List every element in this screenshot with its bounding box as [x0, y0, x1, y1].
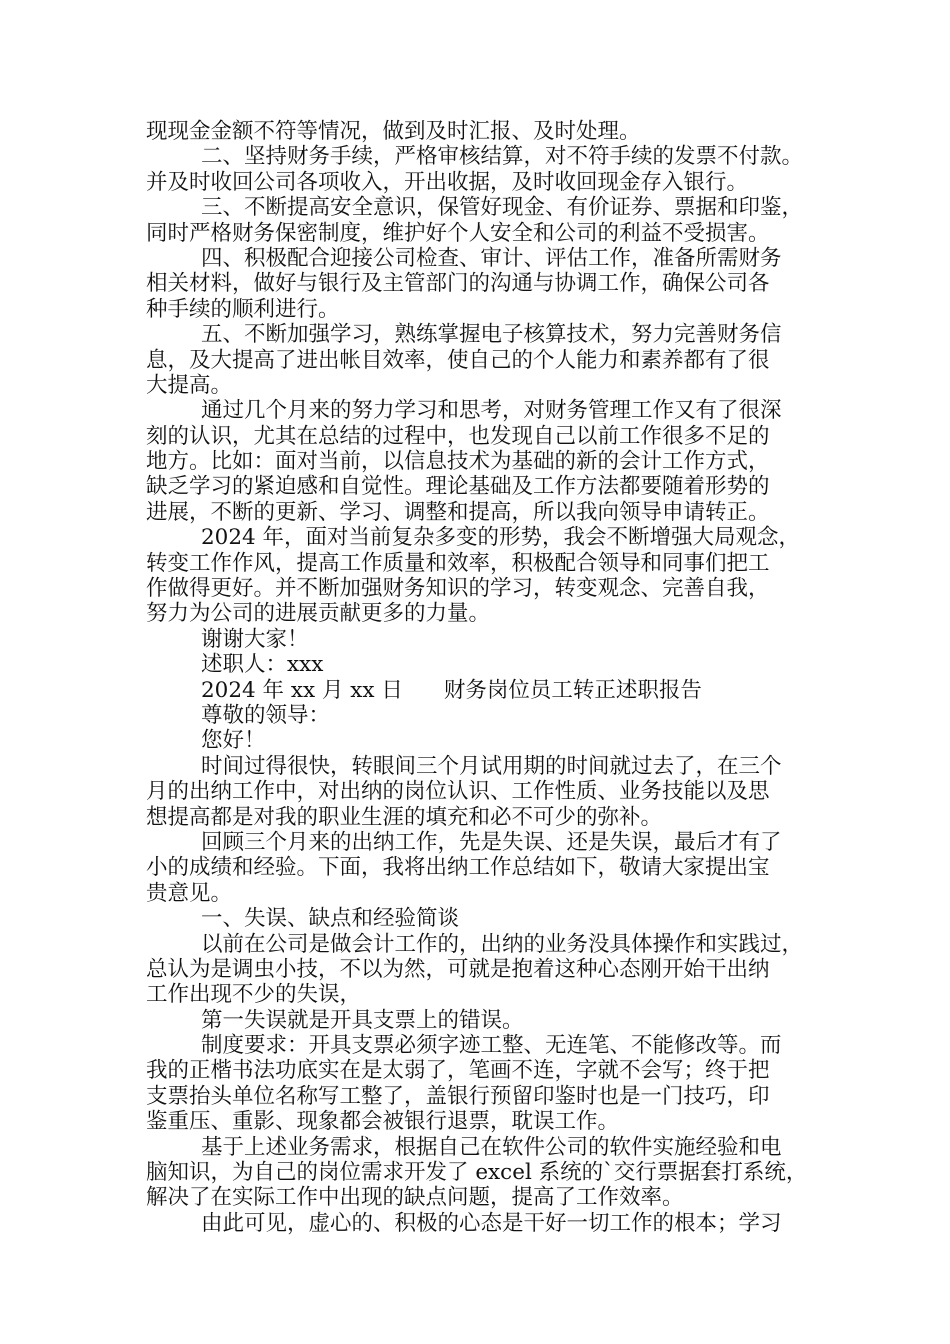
text-line: 努力为公司的进展贡献更多的力量。: [146, 601, 491, 627]
text-line: 种手续的顺利进行。: [146, 296, 340, 322]
text-line: 通过几个月来的努力学习和思考，对财务管理工作又有了很深: [201, 398, 782, 424]
text-line: 进展，不断的更新、学习、调整和提高，所以我向领导申请转正。: [146, 499, 770, 525]
text-line: 制度要求：开具支票必须字迹工整、无连笔、不能修改等。而: [201, 1033, 782, 1059]
text-line: 相关材料，做好与银行及主管部门的沟通与协调工作，确保公司各: [146, 271, 770, 297]
text-line: 鉴重压、重影、现象都会被银行退票，耽误工作。: [146, 1109, 620, 1135]
text-line: 二、坚持财务手续，严格审核结算，对不符手续的发票不付款。: [201, 144, 804, 170]
text-line: 回顾三个月来的出纳工作，先是失误、还是失误，最后才有了: [201, 829, 782, 855]
text-line: 地方。比如：面对当前，以信息技术为基础的新的会计工作方式，: [146, 449, 770, 475]
text-line: 月的出纳工作中，对出纳的岗位认识、工作性质、业务技能以及思: [146, 779, 770, 805]
text-line: 三、不断提高安全意识，保管好现金、有价证券、票据和印鉴，: [201, 195, 804, 221]
text-line: 以前在公司是做会计工作的，出纳的业务没具体操作和实践过，: [201, 931, 804, 957]
text-line: 支票抬头单位名称写工整了，盖银行预留印鉴时也是一门技巧，印: [146, 1083, 770, 1109]
text-line: 并及时收回公司各项收入，开出收据，及时收回现金存入银行。: [146, 169, 749, 195]
text-line: 时间过得很快，转眼间三个月试用期的时间就过去了，在三个: [201, 753, 782, 779]
text-line: 作做得更好。并不断加强财务知识的学习，转变观念、完善自我，: [146, 576, 770, 602]
text-line: 工作出现不少的失误，: [146, 982, 362, 1008]
text-line: 解决了在实际工作中出现的缺点问题，提高了工作效率。: [146, 1185, 684, 1211]
text-line: 2024 年 xx 月 xx 日 财务岗位员工转正述职报告: [201, 677, 702, 703]
text-line: 2024 年，面对当前复杂多变的形势，我会不断增强大局观念，: [201, 525, 801, 551]
text-line: 由此可见，虚心的、积极的心态是干好一切工作的根本；学习: [201, 1210, 782, 1236]
text-line: 总认为是调虫小技，不以为然，可就是抱着这种心态刚开始干出纳: [146, 956, 770, 982]
text-line: 五、不断加强学习，熟练掌握电子核算技术，努力完善财务信: [201, 322, 782, 348]
text-line: 现现金金额不符等情况，做到及时汇报、及时处理。: [146, 119, 641, 144]
document-body: [146, 119, 822, 1236]
text-line: 小的成绩和经验。下面，我将出纳工作总结如下，敬请大家提出宝: [146, 855, 770, 881]
text-line: 大提高。: [146, 372, 233, 398]
text-line: 转变工作作风，提高工作质量和效率，积极配合领导和同事们把工: [146, 550, 770, 576]
text-line: 四、积极配合迎接公司检查、审计、评估工作，准备所需财务: [201, 245, 782, 271]
text-line: 息，及大提高了进出帐目效率，使自己的个人能力和素养都有了很: [146, 347, 770, 373]
text-line: 我的正楷书法功底实在是太弱了，笔画不连，字就不会写；终于把: [146, 1058, 770, 1084]
text-line: 刻的认识，尤其在总结的过程中，也发现自己以前工作很多不足的: [146, 423, 770, 449]
text-line: 您好！: [201, 728, 266, 754]
text-line: 同时严格财务保密制度，维护好个人安全和公司的利益不受损害。: [146, 220, 770, 246]
text-line: 基于上述业务需求，根据自己在软件公司的软件实施经验和电: [201, 1134, 782, 1160]
text-line: 第一失误就是开具支票上的错误。: [201, 1007, 524, 1033]
text-line: 述职人：xxx: [201, 652, 324, 678]
text-line: 想提高都是对我的职业生涯的填充和必不可少的弥补。: [146, 804, 663, 830]
text-line: 脑知识，为自己的岗位需求开发了 excel 系统的`交行票据套打系统，: [146, 1160, 808, 1186]
text-line: 贵意见。: [146, 880, 233, 906]
text-line: 一、失误、缺点和经验简谈: [201, 906, 460, 932]
text-line: 谢谢大家！: [201, 626, 309, 652]
text-line: 尊敬的领导：: [201, 702, 331, 728]
text-line: 缺乏学习的紧迫感和自觉性。理论基础及工作方法都要随着形势的: [146, 474, 770, 500]
